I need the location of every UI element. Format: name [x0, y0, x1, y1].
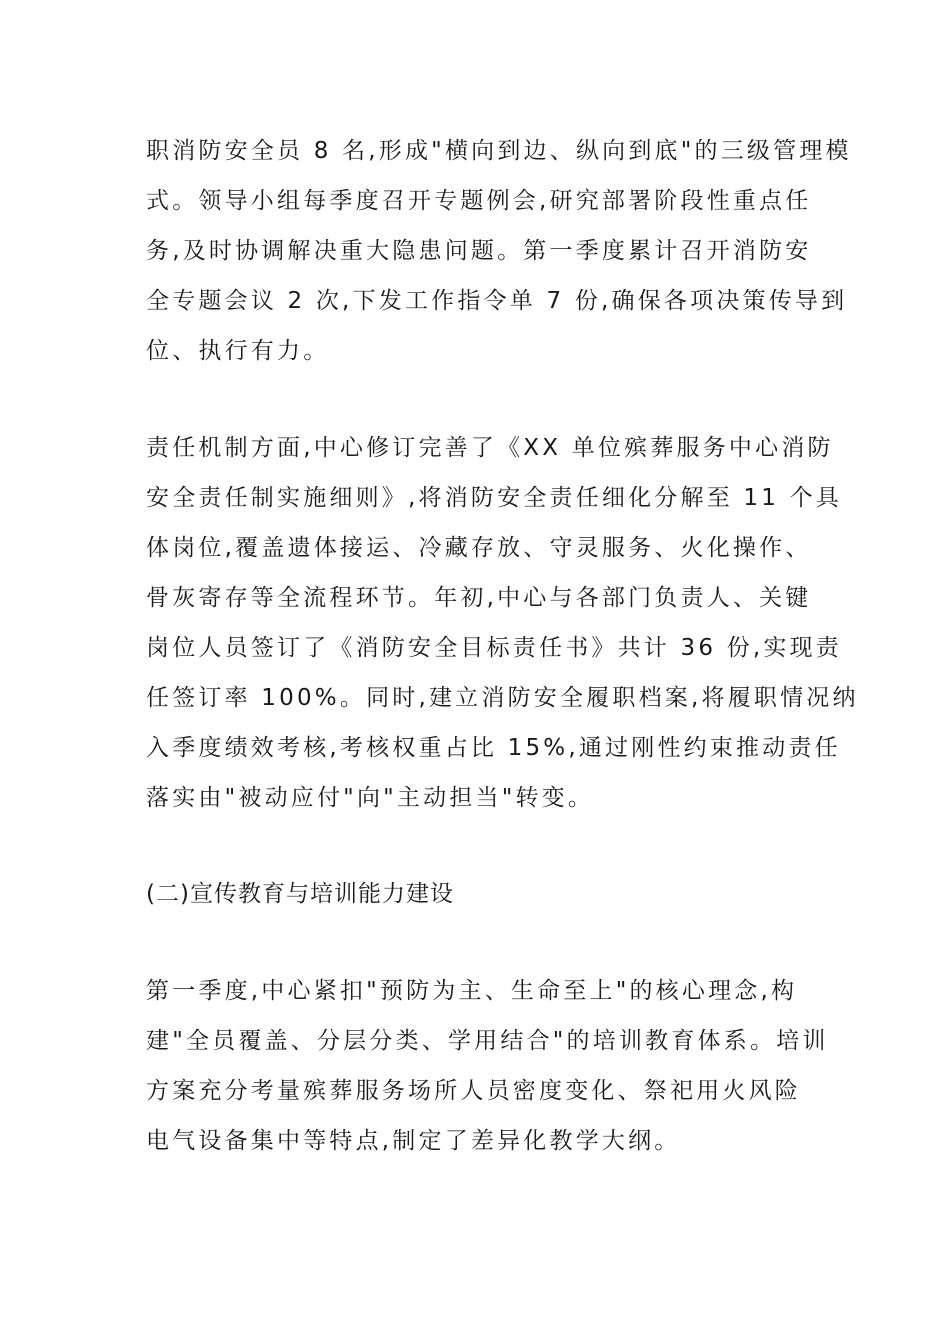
paragraph-1-line: 全专题会议 2 次,下发工作指令单 7 份,确保各项决策传导到 — [146, 288, 848, 314]
paragraph-3-line: 建"全员覆盖、分层分类、学用结合"的培训教育体系。培训 — [146, 1028, 829, 1054]
paragraph-2-line: 任签订率 100%。同时,建立消防安全履职档案,将履职情况纳 — [146, 685, 859, 711]
paragraph-1-line: 务,及时协调解决重大隐患问题。第一季度累计召开消防安 — [146, 238, 812, 264]
paragraph-2-line: 岗位人员签订了《消防安全目标责任书》共计 36 份,实现责 — [146, 635, 842, 661]
paragraph-1-line: 位、执行有力。 — [146, 338, 330, 364]
paragraph-2-line: 落实由"被动应付"向"主动担当"转变。 — [146, 785, 595, 811]
paragraph-3-line: 第一季度,中心紧扣"预防为主、生命至上"的核心理念,构 — [146, 978, 798, 1004]
paragraph-2-line: 骨灰寄存等全流程环节。年初,中心与各部门负责人、关键 — [146, 585, 812, 611]
section-heading: (二)宣传教育与培训能力建设 — [146, 881, 454, 907]
paragraph-2-line: 安全责任制实施细则》,将消防安全责任细化分解至 11 个具 — [146, 485, 842, 511]
paragraph-1-line: 式。领导小组每季度召开专题例会,研究部署阶段性重点任 — [146, 188, 812, 214]
paragraph-3-line: 电气设备集中等特点,制定了差异化教学大纲。 — [146, 1128, 681, 1154]
paragraph-1-line: 职消防安全员 8 名,形成"横向到边、纵向到底"的三级管理模 — [146, 138, 852, 164]
paragraph-2-line: 责任机制方面,中心修订完善了《XX 单位殡葬服务中心消防 — [146, 435, 834, 461]
paragraph-2-line: 体岗位,覆盖遗体接运、冷藏存放、守灵服务、火化操作、 — [146, 535, 812, 561]
paragraph-3-line: 方案充分考量殡葬服务场所人员密度变化、祭祀用火风险 — [146, 1078, 801, 1104]
paragraph-2-line: 入季度绩效考核,考核权重占比 15%,通过刚性约束推动责任 — [146, 735, 841, 761]
